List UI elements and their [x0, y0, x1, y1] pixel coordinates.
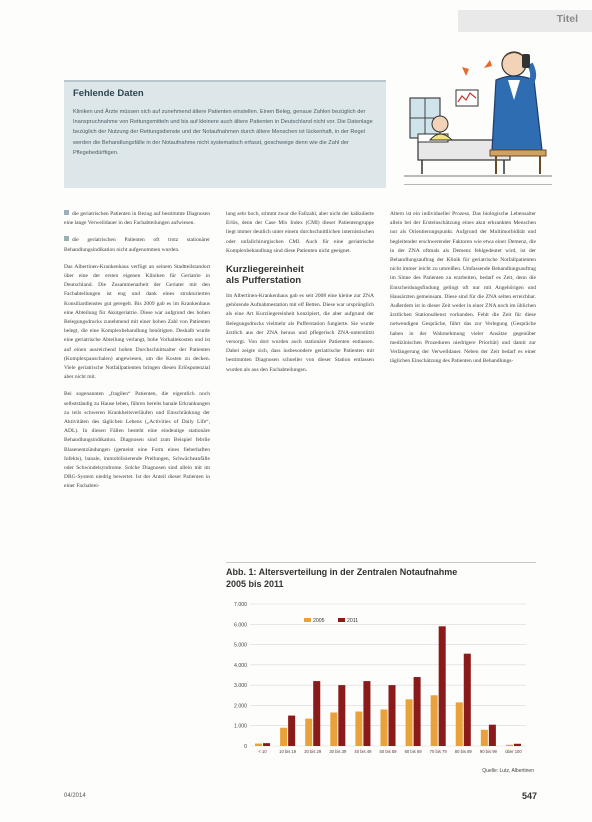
chart-source: Quelle: Lutz, Albertinen — [482, 768, 534, 774]
legend-swatch — [338, 618, 345, 622]
bar-2011 — [388, 685, 395, 746]
chart-legend — [304, 618, 358, 624]
bar-2005 — [481, 730, 488, 746]
bar-2005 — [305, 719, 312, 746]
chart-title: Abb. 1: Altersverteilung in der Zentralen Notaufnahme 2005 bis 2011 — [226, 567, 458, 589]
x-tick-label: über 100 — [505, 749, 522, 754]
x-tick-label: 20 bis 29 — [304, 749, 322, 754]
text-column-3 — [390, 210, 536, 374]
chart-rule — [226, 562, 536, 563]
y-tick-label: 0 — [244, 744, 247, 750]
bullet-icon — [64, 210, 69, 215]
x-tick-label: 50 bis 59 — [379, 749, 397, 754]
bar-2011 — [439, 626, 446, 746]
info-box — [64, 80, 386, 188]
y-tick-label: 1.000 — [234, 723, 247, 730]
bar-2005 — [406, 699, 413, 746]
bar-2005 — [330, 713, 337, 746]
info-box-title: Fehlende Daten — [73, 88, 144, 99]
bar-2011 — [489, 725, 496, 746]
subheading: Kurzliegereinheit als Pufferstation — [226, 264, 304, 287]
bar-2011 — [263, 743, 270, 746]
age-distribution-chart — [226, 596, 536, 776]
info-box-text: Kliniken und Ärzte müssen sich auf zunehmend ältere Patienten einstellen. Einen Beleg, genaue Zahlen bezüglich der Inanspruchnahme von Rettungsmitteln und bis auf kleinere auch ältere Patienten in Deutschland nicht vor. Die Datenlage bezüglich der Nutzung der Rettungsdienste und der Notaufnahmen durch ältere Menschen ist lückenhaft, in der Regel werden die Behandlungsfälle in der Notaufnahme nicht systematisch erfasst, geschweige denn wie die Zahl der Pflegebedürftigen. — [73, 109, 373, 156]
text-column-2 — [226, 210, 374, 383]
bar-2005 — [431, 695, 438, 746]
legend-label: 2005 — [313, 618, 325, 624]
x-tick-label: 10 bis 19 — [279, 749, 297, 754]
paragraph: Altern ist ein individueller Prozess. Das biologische Lebensalter allein bei der Ersteinschätzung eines akut erkrankten Menschen nur als Orientierungspunkt. Aufgrund der Multimorbidität und begleitender erschwerender Faktoren wie etwa einer Demenz, die in der ZNA oftmals als Demenz fehlgedeutet wird, ist der Behandlungsauftrag der Klinik für geriatrische Notfallpatienten nicht immer leicht zu umreißen. Umfassende Behandlungsauftrag im Sinne des Patienten zu erarbeiten, bedarf es Zeit, denn die Entscheidungsfindung gelingt oft nur mit Angehörigen und Hausärzten gemeinsam. Diese sind für die ZNA selten erreichbar. Außerdem ist in dieser Zeit weder in einer ZNA noch im üblichen ärztlichen Stationsdienst vorhanden. Fehlt die Zeit für diese notwendigen Gespräche, führt das zur Verlegung (Gespräche haben in der Wahrnehmung vieler Ansätze gegenüber medizinischen Prozeduren niedrigere Priorität) und damit zur Verlängerung der Verweildauer. Neben der Zeit bedarf es einer täglichen Einschätzung des Patienten und Behandlungs- — [390, 211, 536, 365]
x-tick-label: 30 bis 39 — [329, 749, 347, 754]
paragraph-text: die geriatrischen Patienten in Bezug auf bestimmte Diagnosen eine lange Verweildauer in den Fachabteilungen aufwiesen. — [64, 211, 210, 227]
x-tick-label: 40 bis 49 — [354, 749, 372, 754]
paragraph — [64, 210, 210, 228]
bar-2011 — [514, 744, 521, 746]
legend-label: 2011 — [347, 618, 359, 624]
page-number: 547 — [522, 791, 538, 801]
paragraph: lung sehr hoch, stimmt zwar die Fallzahl, aber nicht der kalkulierte Erlös, denn der Case Mix Index (CMI) dieser Patientengruppe liegt immer deutlich unter einem durchschnittlichen internistischen oder unfallchirurgischen CMI. Auch für eine geriatrische Komplexbehandlung sind diese Patienten nicht geeignet. — [226, 211, 374, 254]
bar-2005 — [255, 744, 262, 746]
bar-2011 — [313, 681, 320, 746]
y-tick-label: 4.000 — [234, 662, 247, 669]
y-tick-label: 2.000 — [234, 703, 247, 710]
x-tick-label: 90 bis 99 — [479, 749, 497, 754]
legend-swatch — [304, 618, 311, 622]
bar-2005 — [280, 728, 287, 746]
text-column-1 — [64, 210, 210, 500]
chart-labels — [234, 602, 522, 754]
bar-2011 — [363, 681, 370, 746]
y-tick-label: 3.000 — [234, 683, 247, 690]
paragraph: Bei sogenannten „fragilen“ Patienten, die eigentlich noch selbstständig zu Hause leben, führen bereits banale Erkrankungen zu teils schweren Krankheitsverläufen und Einschränkung der Aktivitäten des täglichen Lebens („Activities of Daily Life“, ADL). In diesen Fällen besteht eine eindeutige stationäre Behandlungsindikation. Diagnosen sind zum Beispiel febrile Blasenentzündungen (gemeint eine Form eines fieberhaften Infekts), banale, immobilisierende Prellungen, Schwächeanfälle oder Schwindelsyndrome. Solche Diagnosen sind allein mit im DRG-System niedrig bewertet. Ist der Anteil dieser Patienten in einer Fachabtei- — [64, 391, 210, 490]
section-rubric: Titel — [556, 13, 578, 25]
bar-2005 — [355, 712, 362, 746]
y-tick-label: 7.000 — [234, 602, 247, 608]
x-tick-label: 80 bis 89 — [454, 749, 472, 754]
doctor-phone-illustration — [404, 40, 552, 182]
bar-2005 — [380, 709, 387, 746]
issue-number: 04/2014 — [64, 793, 86, 799]
bar-2011 — [338, 685, 345, 746]
x-tick-label: 70 bis 79 — [429, 749, 447, 754]
y-tick-label: 5.000 — [234, 642, 247, 649]
bar-2005 — [456, 702, 463, 746]
y-tick-label: 6.000 — [234, 622, 247, 629]
x-tick-label: 60 bis 69 — [404, 749, 422, 754]
paragraph: Im Albertinen-Krankenhaus gab es seit 2008 eine kleine zur ZNA gehörende Aufnahmestation mit elf Betten. Diese war ursprünglich als eine Art Kurzliegereinheit konzipiert, die aber aufgrund der Belegungsdrucks vielmehr als Pufferstation fungierte. Sie wurde ärztlich aus der ZNA heraus und pflegerisch ZNA-unterstützt versorgt. Von dort wurden auch stationäre Patienten entlassen. Dabei zeigte sich, dass insbesondere geriatrische Patienten mit bestimmten Diagnosen schneller von dieser Station entlassen wurden als aus den Fachabteilungen. — [226, 293, 374, 373]
bullet-icon — [64, 236, 69, 241]
bar-2011 — [288, 716, 295, 746]
paragraph — [64, 236, 210, 254]
bar-2011 — [464, 654, 471, 746]
bar-2005 — [506, 745, 513, 746]
bar-2011 — [414, 677, 421, 746]
paragraph-text: die geriatrischen Patienten oft trotz stationärer Behandlungsindikation nicht aufgenommen wurden. — [64, 237, 210, 253]
illustration-rule — [404, 184, 552, 185]
paragraph: Das Albertinen-Krankenhaus verfügt an seinem Stadtteilstandort über eine der ersten eigenen Kliniken für Geriatrie in Deutschland. Die Zusammenarbeit der Geriater mit den Fachabteilungen ist eng und dank eines strukturierten Konsiliardienstes gut geregelt. Bis 2009 gab es im Krankenhaus eine Abteilung für Akutgeriatrie. Diese war aufgrund des hohen Belegungsdrucks zunehmend mit einer hohen Zahl von Patienten belegt, die eine Komplexbehandlung benötigten. Deshalb wurde eine geriatrische Abteilung verlangt, hohe Vorhaltekosten und ist auf einen ausreichend hohen Durchschnittsalter der Patienten (Komplexpauschalen) angewiesen, um die Kosten zu decken. Viele geriatrische Notfallpatienten bringen diesen Erlöspotenzial aber nicht mit. — [64, 263, 210, 381]
chart-bars — [255, 626, 521, 746]
x-tick-label: < 10 — [258, 749, 267, 754]
